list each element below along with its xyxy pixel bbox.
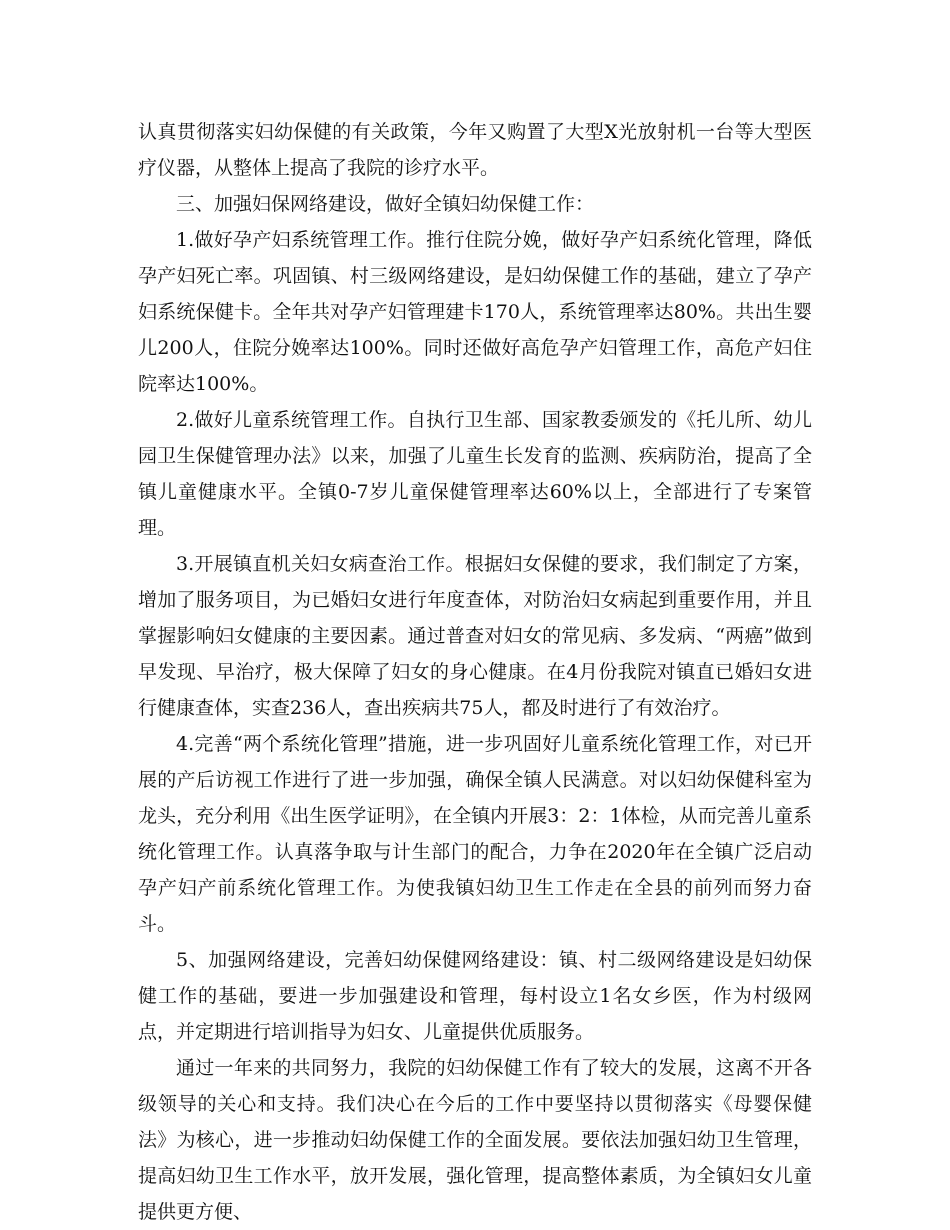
paragraph-item-4: 4.完善“两个系统化管理”措施，进一步巩固好儿童系统化管理工作，对已开展的产后访视工作进行了进一步加强，确保全镇人民满意。对以妇幼保健科室为龙头，充分利用《出生医学证明》，在全镇内开展3：2：1体检，从而完善儿童系统化管理工作。认真落争取与计生部门的配合，力争在2020年在全镇广泛启动孕产妇产前系统化管理工作。为使我镇妇幼卫生工作走在全县的前列而努力奋斗。 — [138, 733, 812, 935]
section-heading-three: 三、加强妇保网络建设，做好全镇妇幼保健工作： — [176, 193, 595, 215]
paragraph-item-5: 5、加强网络建设，完善妇幼保健网络建设：镇、村二级网络建设是妇幼保健工作的基础，要进一步加强建设和管理，每村设立1名女乡医，作为村级网点，并定期进行培训指导为妇女、儿童提供优质服务。 — [138, 949, 812, 1043]
paragraph-item-2: 2.做好儿童系统管理工作。自执行卫生部、国家教委颁发的《托儿所、幼儿园卫生保健管理办法》以来，加强了儿童生长发育的监测、疾病防治，提高了全镇儿童健康水平。全镇0-7岁儿童保健管理率达60%以上，全部进行了专案管理。 — [138, 409, 812, 539]
paragraph-conclusion: 通过一年来的共同努力，我院的妇幼保健工作有了较大的发展，这离不开各级领导的关心和支持。我们决心在今后的工作中要坚持以贯彻落实《母婴保健法》为核心，进一步推动妇幼保健工作的全面发展。要依法加强妇幼卫生管理，提高妇幼卫生工作水平，放开发展，强化管理，提高整体素质，为全镇妇女儿童提供更方便、 — [138, 1057, 812, 1223]
paragraph-item-1: 1.做好孕产妇系统管理工作。推行住院分娩，做好孕产妇系统化管理，降低孕产妇死亡率。巩固镇、村三级网络建设，是妇幼保健工作的基础，建立了孕产妇系统保健卡。全年共对孕产妇管理建卡170人，系统管理率达80%。共出生婴儿200人，住院分娩率达100%。同时还做好高危孕产妇管理工作，高危产妇住院率达100%。 — [138, 229, 812, 395]
paragraph-intro: 认真贯彻落实妇幼保健的有关政策，今年又购置了大型X光放射机一台等大型医疗仪器，从整体上提高了我院的诊疗水平。 — [138, 121, 812, 179]
paragraph-item-3: 3.开展镇直机关妇女病查治工作。根据妇女保健的要求，我们制定了方案，增加了服务项目，为已婚妇女进行年度查体，对防治妇女病起到重要作用，并且掌握影响妇女健康的主要因素。通过普查对妇女的常见病、多发病、“两癌”做到早发现、早治疗，极大保障了妇女的身心健康。在4月份我院对镇直已婚妇女进行健康查体，实查236人，查出疾病共75人，都及时进行了有效治疗。 — [138, 553, 812, 719]
